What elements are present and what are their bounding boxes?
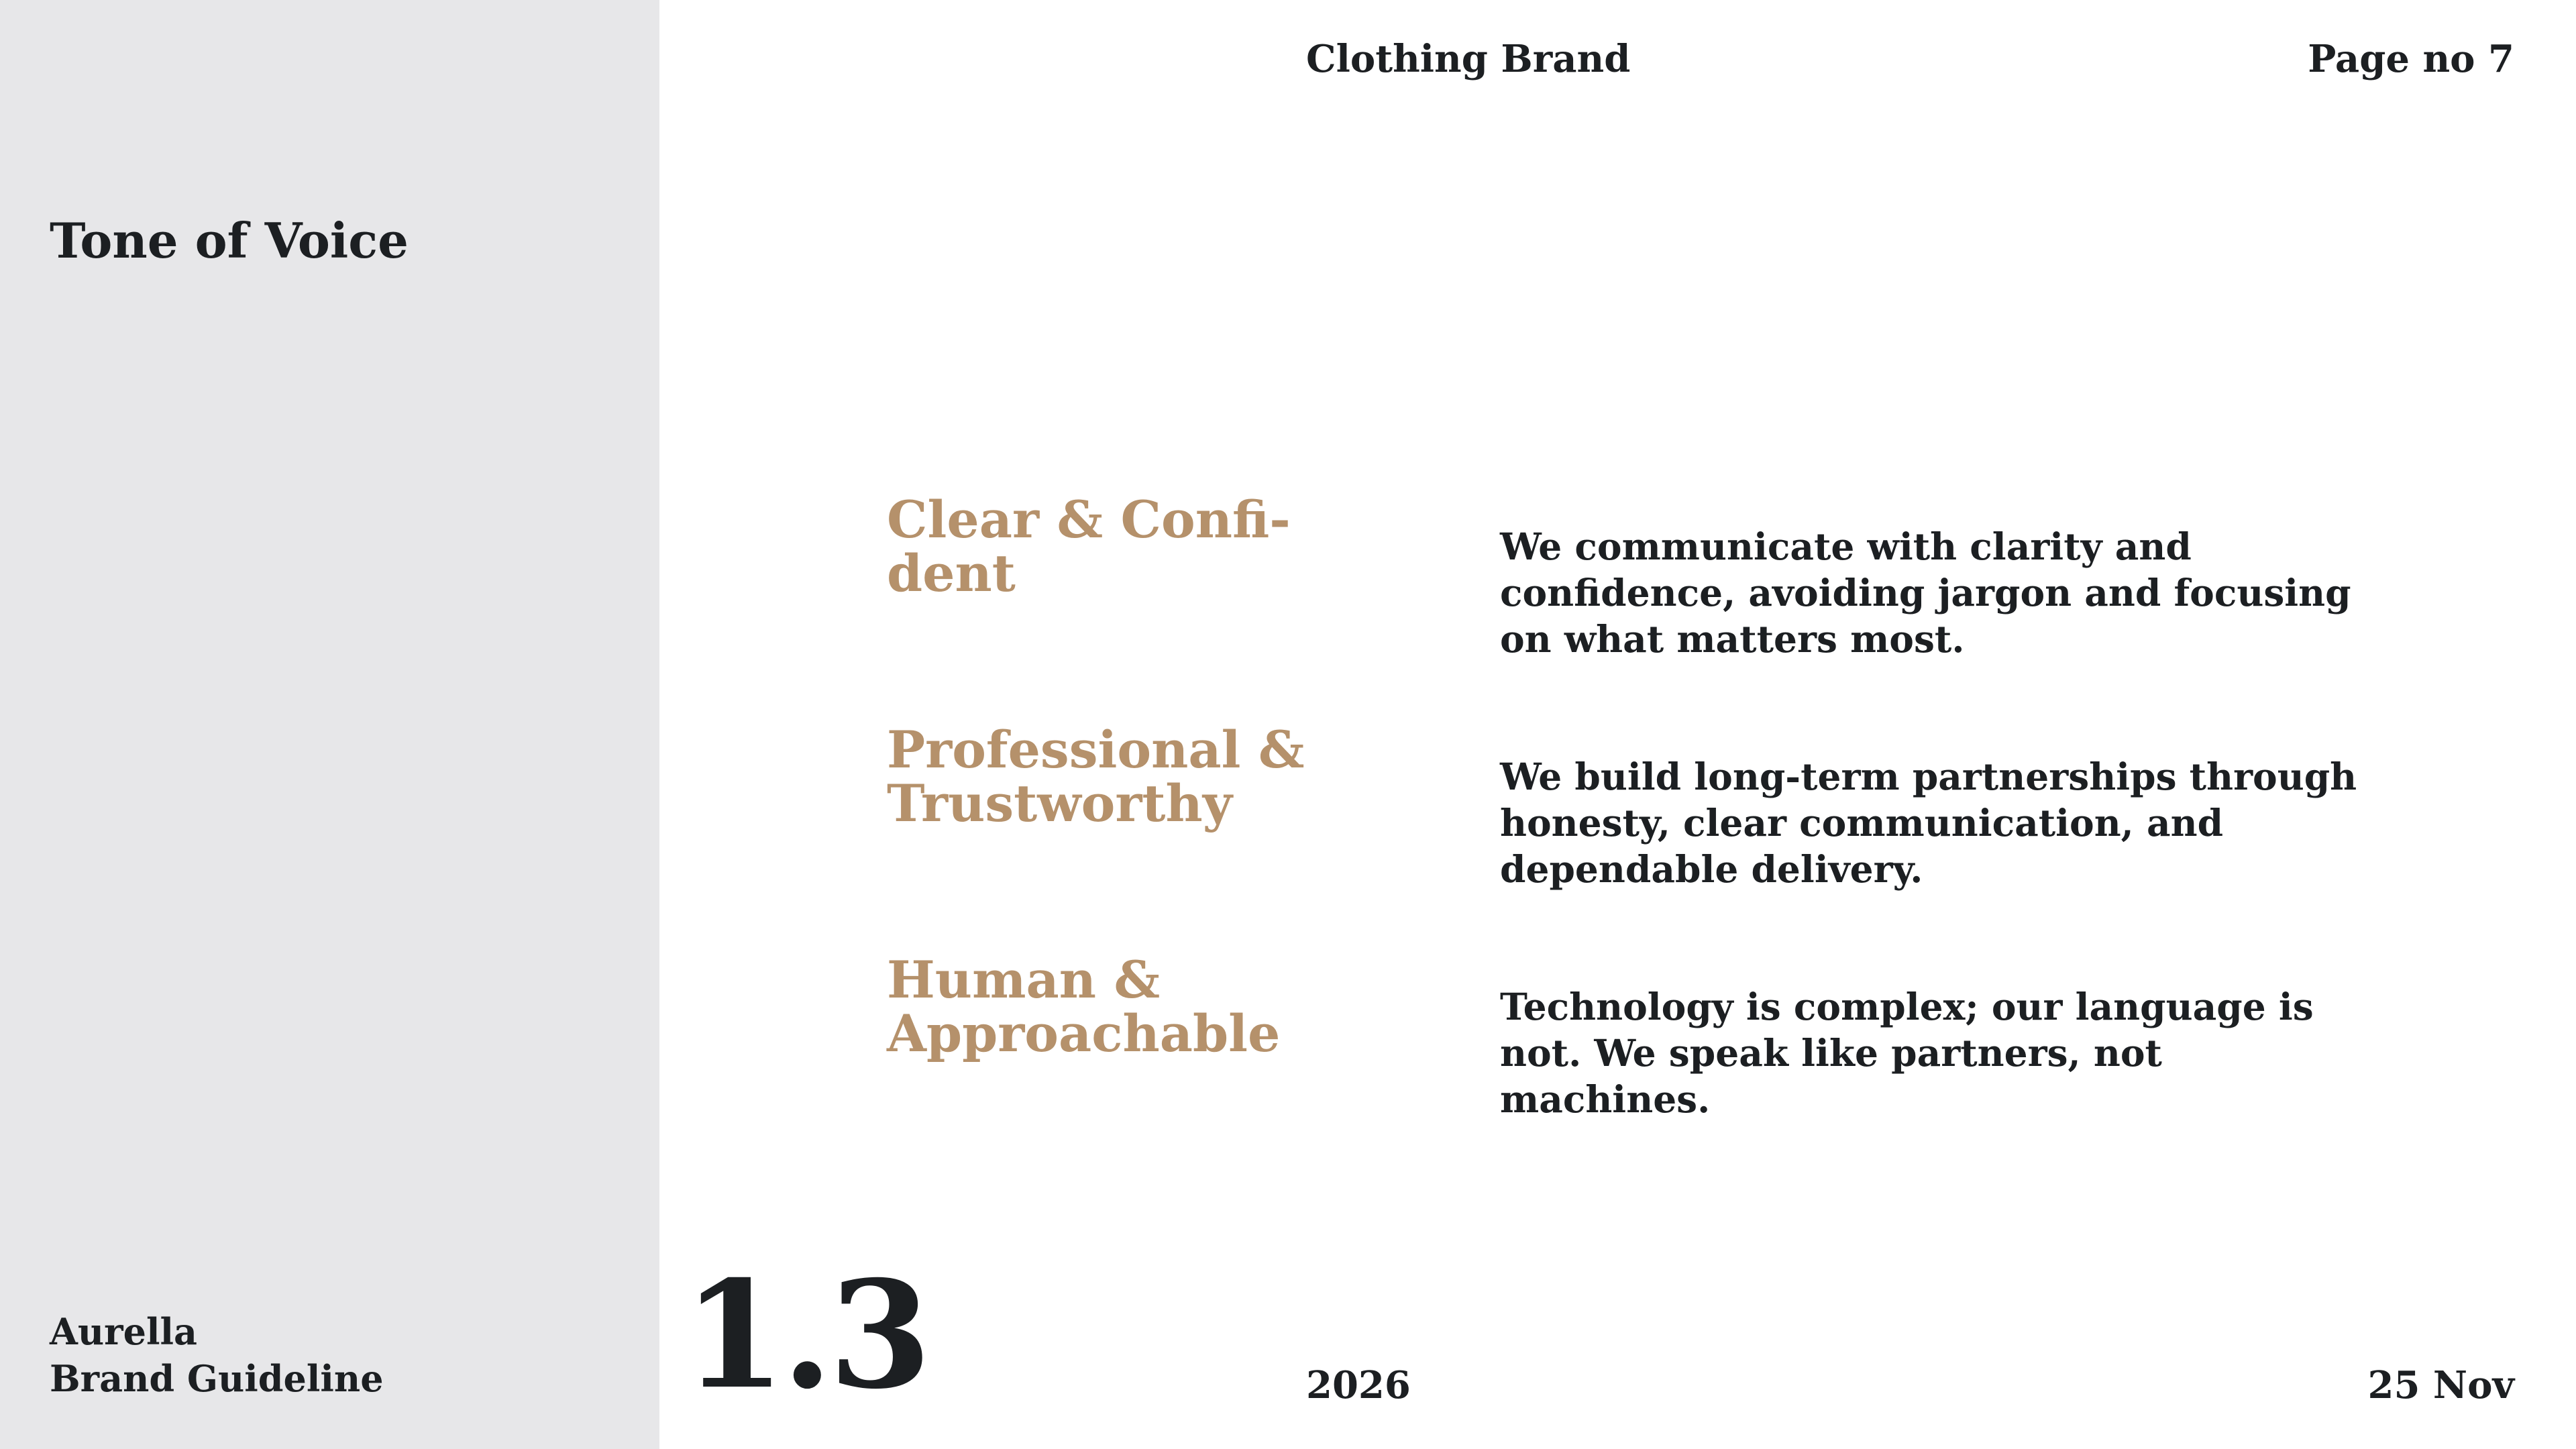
brand-subtitle: Brand Guideline xyxy=(50,1357,384,1400)
sidebar xyxy=(0,0,659,1449)
tone-trait: Professional & Trustworthy xyxy=(887,720,1305,833)
brand-block xyxy=(50,1308,384,1402)
section-number: 1.3 xyxy=(683,1248,928,1421)
tone-row xyxy=(887,720,2430,953)
tone-row xyxy=(887,490,2430,723)
tone-row xyxy=(887,950,2430,1183)
tone-description: We build long-term partnerships through honesty, clear communication, and dependable delivery. xyxy=(1500,755,2357,891)
tone-description: Technology is complex; our language is not. We speak like partners, not machines. xyxy=(1500,985,2314,1121)
tone-trait: Human & Approachable xyxy=(887,950,1281,1063)
page-number: Page no 7 xyxy=(2308,37,2514,81)
brand-name: Aurella xyxy=(50,1310,197,1353)
footer-date: 25 Nov xyxy=(2367,1363,2514,1407)
footer-year: 2026 xyxy=(1306,1363,1411,1407)
section-title: Tone of Voice xyxy=(50,212,409,269)
tone-description: We communicate with clarity and confidence, avoiding jargon and focusing on what matters most. xyxy=(1500,525,2351,661)
tone-list xyxy=(887,490,2430,1183)
header-title: Clothing Brand xyxy=(1306,37,1631,81)
tone-trait: Clear & Confi- dent xyxy=(887,490,1291,603)
